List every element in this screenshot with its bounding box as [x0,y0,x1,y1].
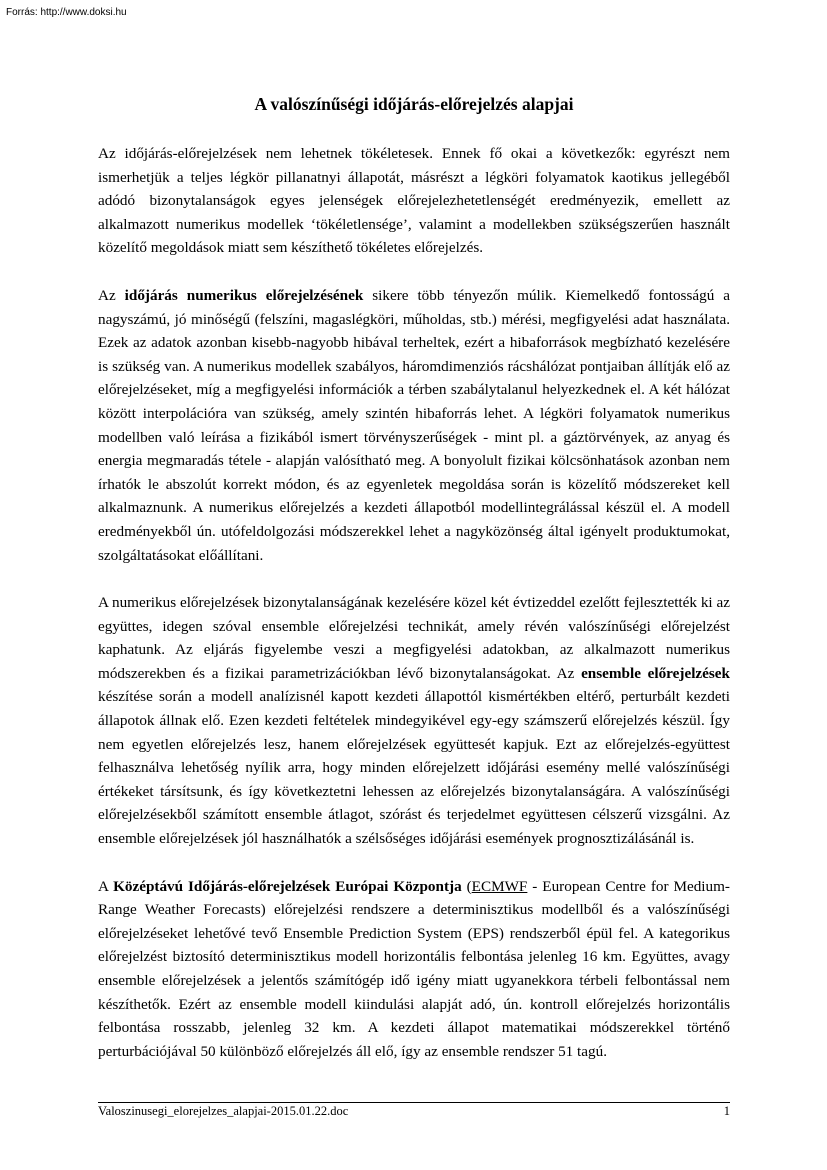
page-number: 1 [723,1104,730,1118]
paragraph-2 [98,284,730,567]
paragraph-3 [98,591,730,851]
paragraph-1: Az időjárás-előrejelzések nem lehetnek tökéletesek. Ennek fő okai a következők: egyrészt nem ismerhetjük a teljes légkör pillanatnyi állapotát, másrészt a légköri folyamatok kaotikus jellegéből adódó bizonytalanságok egyes jelenségek előrejelezhetetlenségét eredményezik, emellett az alkalmazott numerikus modellek ‘tökéletlensége’, valamint a modellekben szükségszerűen használt közelítő megoldások miatt sem készíthető tökéletes előrejelzés. [98,145,730,257]
paragraph-4-bold: Középtávú Időjárás-előrejelzések Európai Központja [113,877,462,895]
paragraph-3-bold: ensemble előrejelzések [581,664,730,682]
paragraph-2-lead: Az [98,286,125,304]
footer-filename: Valoszinusegi_elorejelzes_alapjai-2015.01.22.doc [98,1104,349,1118]
page-title: A valószínűségi időjárás-előrejelzés alapjai [254,94,574,114]
paragraph-2-bold: időjárás numerikus előrejelzésének [124,286,364,304]
ecmwf-link[interactable]: ECMWF [471,877,528,895]
source-url: Forrás: http://www.doksi.hu [6,7,127,18]
paragraph-4-paren: ( [461,877,472,895]
paragraph-4-body: - European Centre for Medium-Range Weather Forecasts) előrejelzési rendszere a determinisztikus modellből és a valószínűségi előrejelzéseket lehetővé tevő Ensemble Prediction System (EPS) rendszerből épül fel. A kategorikus előrejelzést biztosító determinisztikus modell horizontális felbontása jelenleg 16 km. Együttes, avagy ensemble előrejelzések a jelentős számítógép idő igény miatt ugyanekkora térbeli felbontással nem készíthetők. Ezért az ensemble modell kiindulási alapját adó, ún. kontroll előrejelzés horizontális felbontása rosszabb, jelenleg 32 km. A kezdeti állapot matematikai módszerekkel történő perturbációjával 50 különböző előrejelzés áll elő, így az ensemble rendszer 51 tagú. [98,877,730,1060]
document-page [98,93,730,1087]
paragraph-3-lead: A numerikus előrejelzések bizonytalanságának kezelésére közel két évtizeddel ezelőtt fejlesztették ki az együttes, idegen szóval ensemble előrejelzési technikát, amely révén valószínűségi előrejelzést kaphatunk. Az eljárás figyelembe veszi a megfigyelési adatokban, az alkalmazott numerikus módszerekben és a fizikai parametrizációkban lévő bizonytalanságokat. Az [98,594,730,682]
page-footer [98,1102,730,1119]
paragraph-3-body: készítése során a modell analízisnél kapott kezdeti állapottól kismértékben eltérő, perturbált kezdeti állapotok állnak elő. Ezen kezdeti feltételek mindegyikével egy-egy számszerű előrejelzés készül. Így nem egyetlen előrejelzés lesz, hanem előrejelzések együttesét kapjuk. Ezt az előrejelzés-együttest felhasználva lehetőség nyílik arra, hogy minden előrejelzett időjárási esemény mellé valószínűségi értékeket társítsunk, és így következtetni lehessen az előrejelzés bizonytalanságára. A valószínűségi előrejelzésekből számított ensemble átlagot, szórást és terjedelmet együttesen célszerű vizsgálni. Az ensemble előrejelzések jól használhatók a szélsőséges időjárási események prognosztizálásánál is. [98,688,730,848]
paragraph-4-lead: A [98,877,114,895]
paragraph-2-body: sikere több tényezőn múlik. Kiemelkedő fontosságú a nagyszámú, jó minőségű (felszíni, magaslégköri, műholdas, stb.) mérési, megfigyelési adat használata. Ezek az adatok azonban kisebb-nagyobb hibával terheltek, ezért a hibaforrások megbízható kezelésére is szükség van. A numerikus modellek szabályos, háromdimenziós rácshálózat pontjaiban állítják elő az előrejelzéseket, míg a megfigyelési információk a térben szabálytalanul helyezkednek el. A két hálózat között interpolációra van szükség, amely szintén hibaforrás lehet. A légköri folyamatok numerikus modellben való leírása a fizikából ismert törvényszerűségek - mint pl. a gáztörvények, az anyag és energia megmaradás tétele - alapján valósítható meg. A bonyolult fizikai kölcsönhatások azonban nem írhatók le abszolút korrekt módon, és az egyenletek megoldása során is közelítő módszereket kell alkalmaznunk. A numerikus előrejelzés a kezdeti állapotból modellintegrálással készül el. A modell eredményekből ún. utófeldolgozási módszerekkel lehet a nagyközönség által igényelt produktumokat, szolgáltatásokat előállítani. [98,286,730,564]
paragraph-4 [98,875,730,1064]
